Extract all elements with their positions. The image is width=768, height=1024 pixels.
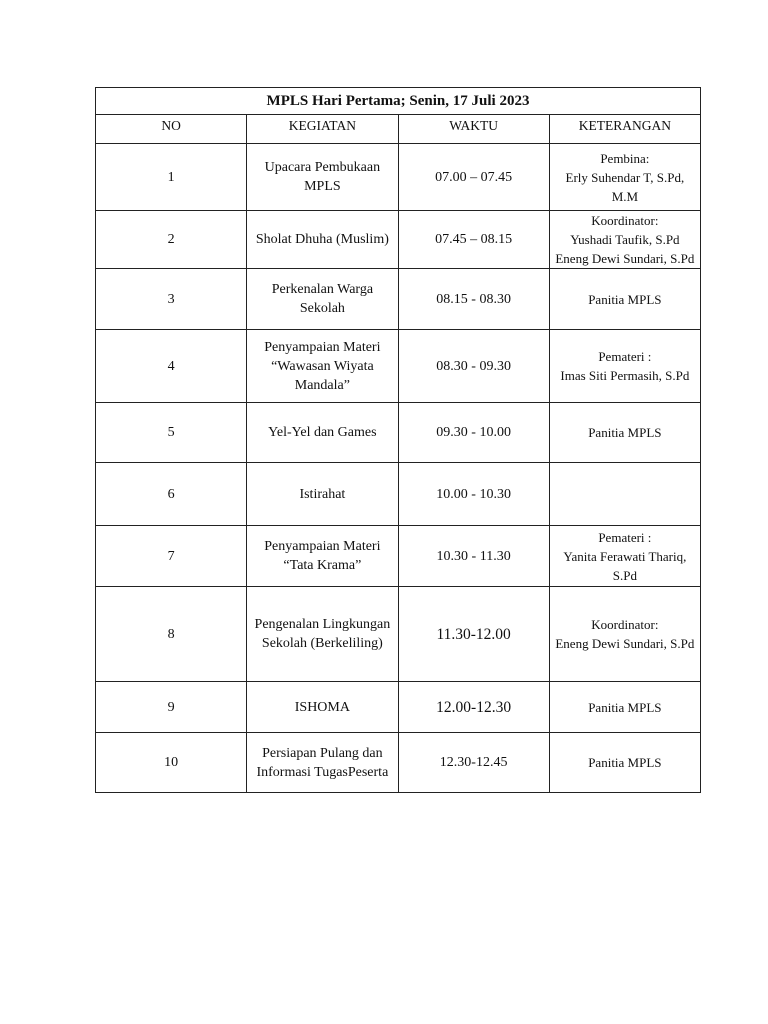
keterangan-line: Pemateri :: [598, 349, 652, 364]
row-waktu: 10.00 - 10.30: [398, 463, 549, 526]
row-waktu: 07.00 – 07.45: [398, 144, 549, 211]
row-number: 3: [96, 269, 247, 330]
row-keterangan: [549, 144, 700, 211]
keterangan-line: Eneng Dewi Sundari, S.Pd: [555, 636, 695, 651]
row-waktu: 10.30 - 11.30: [398, 526, 549, 587]
row-number: 7: [96, 526, 247, 587]
row-number: 8: [96, 587, 247, 682]
row-kegiatan: Penyampaian Materi “Tata Krama”: [247, 526, 398, 587]
table-title: MPLS Hari Pertama; Senin, 17 Juli 2023: [96, 88, 701, 115]
row-keterangan: [549, 463, 700, 526]
row-kegiatan: Penyampaian Materi “Wawasan Wiyata Mandala”: [247, 330, 398, 403]
row-waktu: 07.45 – 08.15: [398, 211, 549, 269]
row-number: 9: [96, 682, 247, 733]
row-waktu: 09.30 - 10.00: [398, 403, 549, 463]
header-waktu: WAKTU: [398, 115, 549, 144]
row-kegiatan: ISHOMA: [247, 682, 398, 733]
header-keterangan: KETERANGAN: [549, 115, 700, 144]
keterangan-line: Koordinator:: [591, 213, 659, 228]
header-kegiatan: KEGIATAN: [247, 115, 398, 144]
table-row: [96, 463, 701, 526]
row-number: 1: [96, 144, 247, 211]
table-row: [96, 211, 701, 269]
row-number: 10: [96, 733, 247, 793]
row-keterangan: [549, 682, 700, 733]
row-kegiatan: Persiapan Pulang dan Informasi TugasPeserta: [247, 733, 398, 793]
keterangan-line: Imas Siti Permasih, S.Pd: [560, 368, 690, 383]
row-keterangan: [549, 269, 700, 330]
table-row: [96, 526, 701, 587]
row-kegiatan: Pengenalan Lingkungan Sekolah (Berkeliling): [247, 587, 398, 682]
row-keterangan: [549, 211, 700, 269]
table-header-row: [96, 115, 701, 144]
table-row: [96, 587, 701, 682]
row-kegiatan: Perkenalan Warga Sekolah: [247, 269, 398, 330]
row-kegiatan: Istirahat: [247, 463, 398, 526]
table-row: [96, 733, 701, 793]
row-number: 2: [96, 211, 247, 269]
row-waktu: 12.30-12.45: [398, 733, 549, 793]
keterangan-line: Erly Suhendar T, S.Pd, M.M: [565, 169, 685, 204]
keterangan-line: Panitia MPLS: [588, 291, 662, 307]
keterangan-line: Pembina:: [600, 150, 650, 166]
row-waktu: 12.00-12.30: [398, 682, 549, 733]
table-row: [96, 144, 701, 211]
row-keterangan: [549, 526, 700, 587]
schedule-table: [95, 87, 701, 793]
row-waktu: 08.30 - 09.30: [398, 330, 549, 403]
row-keterangan: [549, 403, 700, 463]
keterangan-line: Koordinator:: [591, 617, 659, 632]
table-row: [96, 682, 701, 733]
row-number: 6: [96, 463, 247, 526]
header-no: NO: [96, 115, 247, 144]
table-row: [96, 403, 701, 463]
keterangan-line: Eneng Dewi Sundari, S.Pd: [555, 251, 695, 266]
keterangan-line: Yanita Ferawati Thariq, S.Pd: [563, 548, 687, 583]
row-number: 5: [96, 403, 247, 463]
row-keterangan: [549, 330, 700, 403]
row-kegiatan: Sholat Dhuha (Muslim): [247, 211, 398, 269]
row-kegiatan: Yel-Yel dan Games: [247, 403, 398, 463]
row-number: 4: [96, 330, 247, 403]
row-keterangan: [549, 733, 700, 793]
row-waktu: 08.15 - 08.30: [398, 269, 549, 330]
keterangan-line: Panitia MPLS: [588, 699, 662, 715]
table-row: [96, 330, 701, 403]
row-waktu: 11.30-12.00: [398, 587, 549, 682]
keterangan-line: Pemateri :: [598, 529, 652, 545]
keterangan-line: Yushadi Taufik, S.Pd: [570, 232, 680, 247]
keterangan-line: Panitia MPLS: [588, 755, 662, 770]
table-title-row: [96, 88, 701, 115]
table-row: [96, 269, 701, 330]
keterangan-line: Panitia MPLS: [588, 425, 662, 440]
row-keterangan: [549, 587, 700, 682]
row-kegiatan: Upacara Pembukaan MPLS: [247, 144, 398, 211]
